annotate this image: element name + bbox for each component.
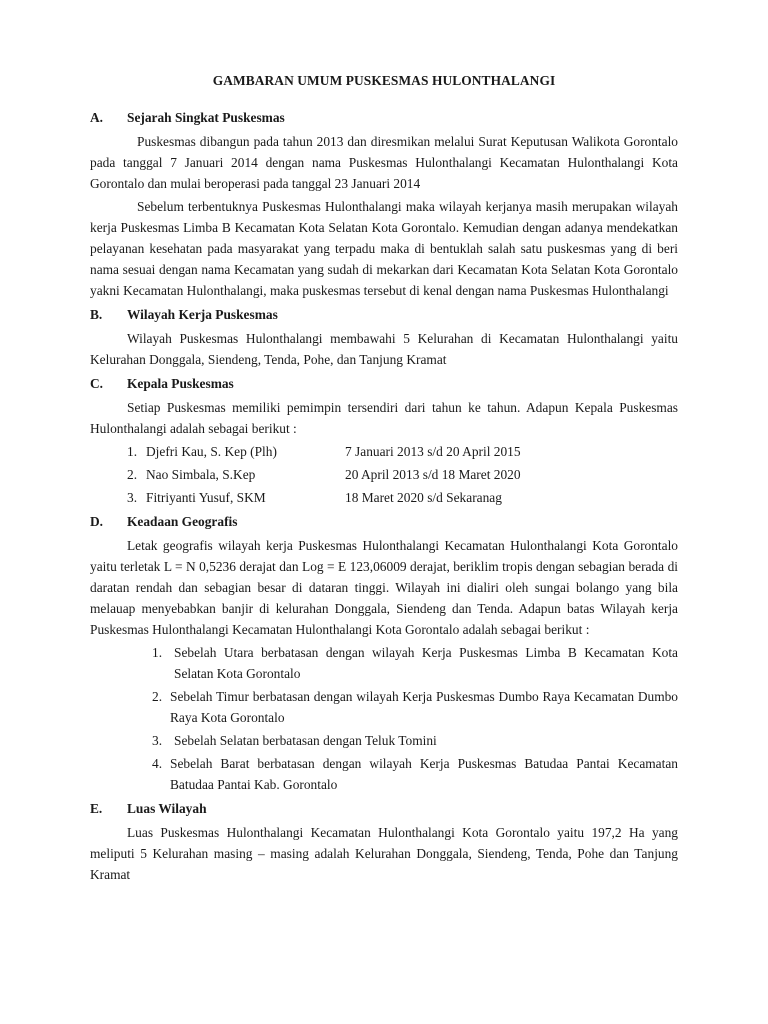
batas-list [90, 642, 678, 795]
list-number: 2. [152, 689, 163, 704]
kepala-name: Djefri Kau, S. Kep (Plh) [146, 444, 277, 459]
kepala-name: Nao Simbala, S.Kep [146, 467, 256, 482]
list-text: Sebelah Utara berbatasan dengan wilayah Kerja Puskesmas Limba B Kecamatan Kota Selatan Kota Gorontalo [174, 645, 678, 681]
document-body [90, 107, 678, 885]
kepala-period: 20 April 2013 s/d 18 Maret 2020 [345, 467, 521, 482]
paragraph: Luas Puskesmas Hulonthalangi Kecamatan Hulonthalangi Kota Gorontalo yaitu 197,2 Ha yang meliputi 5 Kelurahan masing – masing adalah Kelurahan Donggala, Siendeng, Tenda, Pohe dan Tanjung Kramat [90, 825, 678, 882]
list-item [152, 642, 678, 684]
list-number: 3. [152, 733, 163, 748]
document-title: GAMBARAN UMUM PUSKESMAS HULONTHALANGI [212, 73, 556, 88]
paragraph: Sebelum terbentuknya Puskesmas Hulonthalangi maka wilayah kerjanya masih merupakan wilayah kerja Puskesmas Limba B Kecamatan Kota Selatan Kota Gorontalo. Kemudian dengan adanya mendekatkan pelayanan kesehatan pada masyarakat yang terpadu maka di bentuklah salah satu puskesmas yang di beri nama sesuai dengan nama Kecamatan yang sudah di mekarkan dari Kecamatan Kota Selatan Kota Gorontalo yakni Kecamatan Hulonthalangi, maka puskesmas tersebut di kenal dengan nama Puskesmas Hulonthalangi [90, 199, 678, 298]
list-item [152, 686, 678, 728]
paragraph: Setiap Puskesmas memiliki pemimpin tersendiri dari tahun ke tahun. Adapun Kepala Puskesmas Hulonthalangi adalah sebagai berikut : [90, 400, 678, 436]
section-letter: B. [90, 307, 103, 322]
list-number: 3. [127, 490, 138, 505]
list-number: 1. [127, 444, 138, 459]
section-title: Keadaan Geografis [127, 514, 238, 529]
section-title: Luas Wilayah [127, 801, 207, 816]
list-text: Sebelah Selatan berbatasan dengan Teluk Tomini [174, 733, 437, 748]
kepala-list [90, 441, 678, 508]
kepala-period: 18 Maret 2020 s/d Sekaranag [345, 490, 502, 505]
paragraph: Wilayah Puskesmas Hulonthalangi membawahi 5 Kelurahan di Kecamatan Hulonthalangi yaitu Kelurahan Donggala, Siendeng, Tenda, Pohe, dan Tanjung Kramat [90, 331, 678, 367]
list-number: 1. [152, 645, 163, 660]
paragraph: Puskesmas dibangun pada tahun 2013 dan diresmikan melalui Surat Keputusan Walikota Gorontalo pada tanggal 7 Januari 2014 dengan nama Puskesmas Hulonthalangi Kecamatan Hulonthalangi Kota Gorontalo dan mulai beroperasi pada tanggal 23 Januari 2014 [90, 134, 678, 191]
section-title: Wilayah Kerja Puskesmas [127, 307, 278, 322]
list-number: 2. [127, 467, 138, 482]
list-text: Sebelah Barat berbatasan dengan wilayah Kerja Puskesmas Batudaa Pantai Kecamatan Batudaa Pantai Kab. Gorontalo [170, 756, 678, 792]
list-item [152, 753, 678, 795]
list-text: Sebelah Timur berbatasan dengan wilayah Kerja Puskesmas Dumbo Raya Kecamatan Dumbo Raya Kota Gorontalo [170, 689, 678, 725]
section-letter: E. [90, 801, 103, 816]
paragraph: Letak geografis wilayah kerja Puskesmas Hulonthalangi Kecamatan Hulonthalangi Kota Gorontalo yaitu terletak L = N 0,5236 derajat dan Log = E 123,06009 derajat, beriklim tropis dengan sebagian berada di daratan rendah dan sebagian besar di dataran tinggi. Wilayah ini dialiri oleh sungai bolango yang bila melauap menyebabkan banjir di kelurahan Donggala, Siendeng dan Tenda. Adapun batas Wilayah kerja Puskesmas Hulonthalangi Kecamatan Hulonthalangi Kota Gorontalo adalah sebagai berikut : [90, 538, 678, 637]
section-letter: D. [90, 514, 104, 529]
section-title: Kepala Puskesmas [127, 376, 234, 391]
section-title: Sejarah Singkat Puskesmas [127, 110, 285, 125]
section-heading-d [90, 511, 678, 532]
section-letter: C. [90, 376, 104, 391]
list-item [127, 487, 678, 508]
kepala-name: Fitriyanti Yusuf, SKM [146, 490, 266, 505]
list-item [152, 730, 678, 751]
section-heading-e [90, 798, 678, 819]
section-heading-a [90, 107, 678, 128]
list-number: 4. [152, 756, 163, 771]
section-heading-c [90, 373, 678, 394]
section-letter: A. [90, 110, 104, 125]
kepala-period: 7 Januari 2013 s/d 20 April 2015 [345, 444, 521, 459]
list-item [127, 441, 678, 462]
section-heading-b [90, 304, 678, 325]
list-item [127, 464, 678, 485]
